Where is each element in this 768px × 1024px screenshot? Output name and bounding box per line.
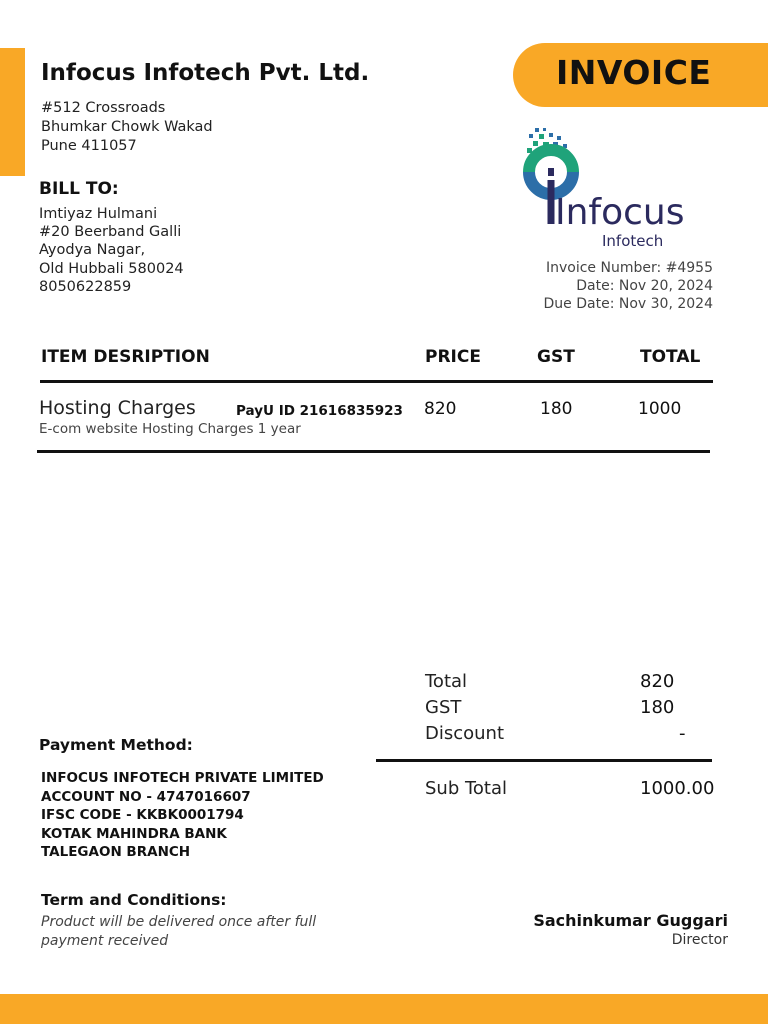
logo-subtitle: Infotech <box>602 232 664 250</box>
company-address-line: #512 Crossroads <box>41 100 166 116</box>
summary-discount-label: Discount <box>425 723 505 744</box>
table-bottom-rule <box>37 450 710 453</box>
bill-to-line: #20 Beerband Galli <box>39 224 182 241</box>
company-logo <box>515 124 720 254</box>
item-description: E-com website Hosting Charges 1 year <box>39 421 301 437</box>
bank-name: KOTAK MAHINDRA BANK <box>41 825 227 842</box>
item-name: Hosting Charges <box>39 397 196 419</box>
invoice-badge <box>513 43 768 107</box>
invoice-due-date: Due Date: Nov 30, 2024 <box>543 296 713 313</box>
bank-account-name: INFOCUS INFOTECH PRIVATE LIMITED <box>41 770 324 786</box>
logo-wordmark: Infocus <box>555 192 685 233</box>
company-address <box>41 99 213 156</box>
summary-total-label: Total <box>425 671 468 692</box>
invoice-meta <box>544 259 713 314</box>
summary-discount-value: - <box>679 723 686 744</box>
bank-ifsc-code: IFSC CODE - KKBK0001794 <box>41 807 244 824</box>
summary-rule <box>376 759 712 762</box>
bill-to-line: Ayodya Nagar, <box>39 242 146 259</box>
bank-account-number: ACCOUNT NO - 4747016607 <box>41 788 251 805</box>
summary-subtotal-value: 1000.00 <box>640 778 715 799</box>
column-header-total: TOTAL <box>640 347 701 367</box>
bill-to-phone: 8050622859 <box>39 278 132 295</box>
bank-branch: TALEGAON BRANCH <box>41 844 191 861</box>
bill-to-line: Old Hubbali 580024 <box>39 260 184 277</box>
bill-to-address <box>39 205 184 296</box>
signatory-role: Director <box>671 932 728 948</box>
table-header-rule <box>40 380 713 383</box>
bill-to-heading: BILL TO: <box>39 179 119 199</box>
invoice-date: Date: Nov 20, 2024 <box>576 278 713 295</box>
invoice-number: Invoice Number: #4955 <box>545 260 713 276</box>
summary-gst-value: 180 <box>640 697 675 718</box>
company-name: Infocus Infotech Pvt. Ltd. <box>41 60 370 86</box>
bill-to-line: Imtiyaz Hulmani <box>39 206 158 222</box>
terms-heading: Term and Conditions: <box>41 891 227 909</box>
summary-subtotal-label: Sub Total <box>425 778 508 799</box>
item-total: 1000 <box>638 399 682 419</box>
column-header-price: PRICE <box>425 347 481 367</box>
bottom-accent-bar <box>0 994 768 1024</box>
summary-total-value: 820 <box>640 671 675 692</box>
column-header-description: ITEM DESRIPTION <box>41 347 210 367</box>
company-address-line: Bhumkar Chowk Wakad <box>41 119 213 135</box>
item-price: 820 <box>424 399 457 419</box>
signatory-name: Sachinkumar Guggari <box>533 911 728 930</box>
left-accent-bar <box>0 48 25 176</box>
invoice-badge-label: INVOICE <box>556 53 712 92</box>
summary-gst-label: GST <box>425 697 462 718</box>
company-address-line: Pune 411057 <box>41 138 137 154</box>
payment-method-heading: Payment Method: <box>39 736 193 754</box>
bank-details <box>41 769 324 862</box>
item-gst: 180 <box>540 399 573 419</box>
item-payment-ref: PayU ID 21616835923 <box>236 403 403 419</box>
column-header-gst: GST <box>537 347 575 367</box>
terms-text: Product will be delivered once after full payment received <box>41 914 317 949</box>
